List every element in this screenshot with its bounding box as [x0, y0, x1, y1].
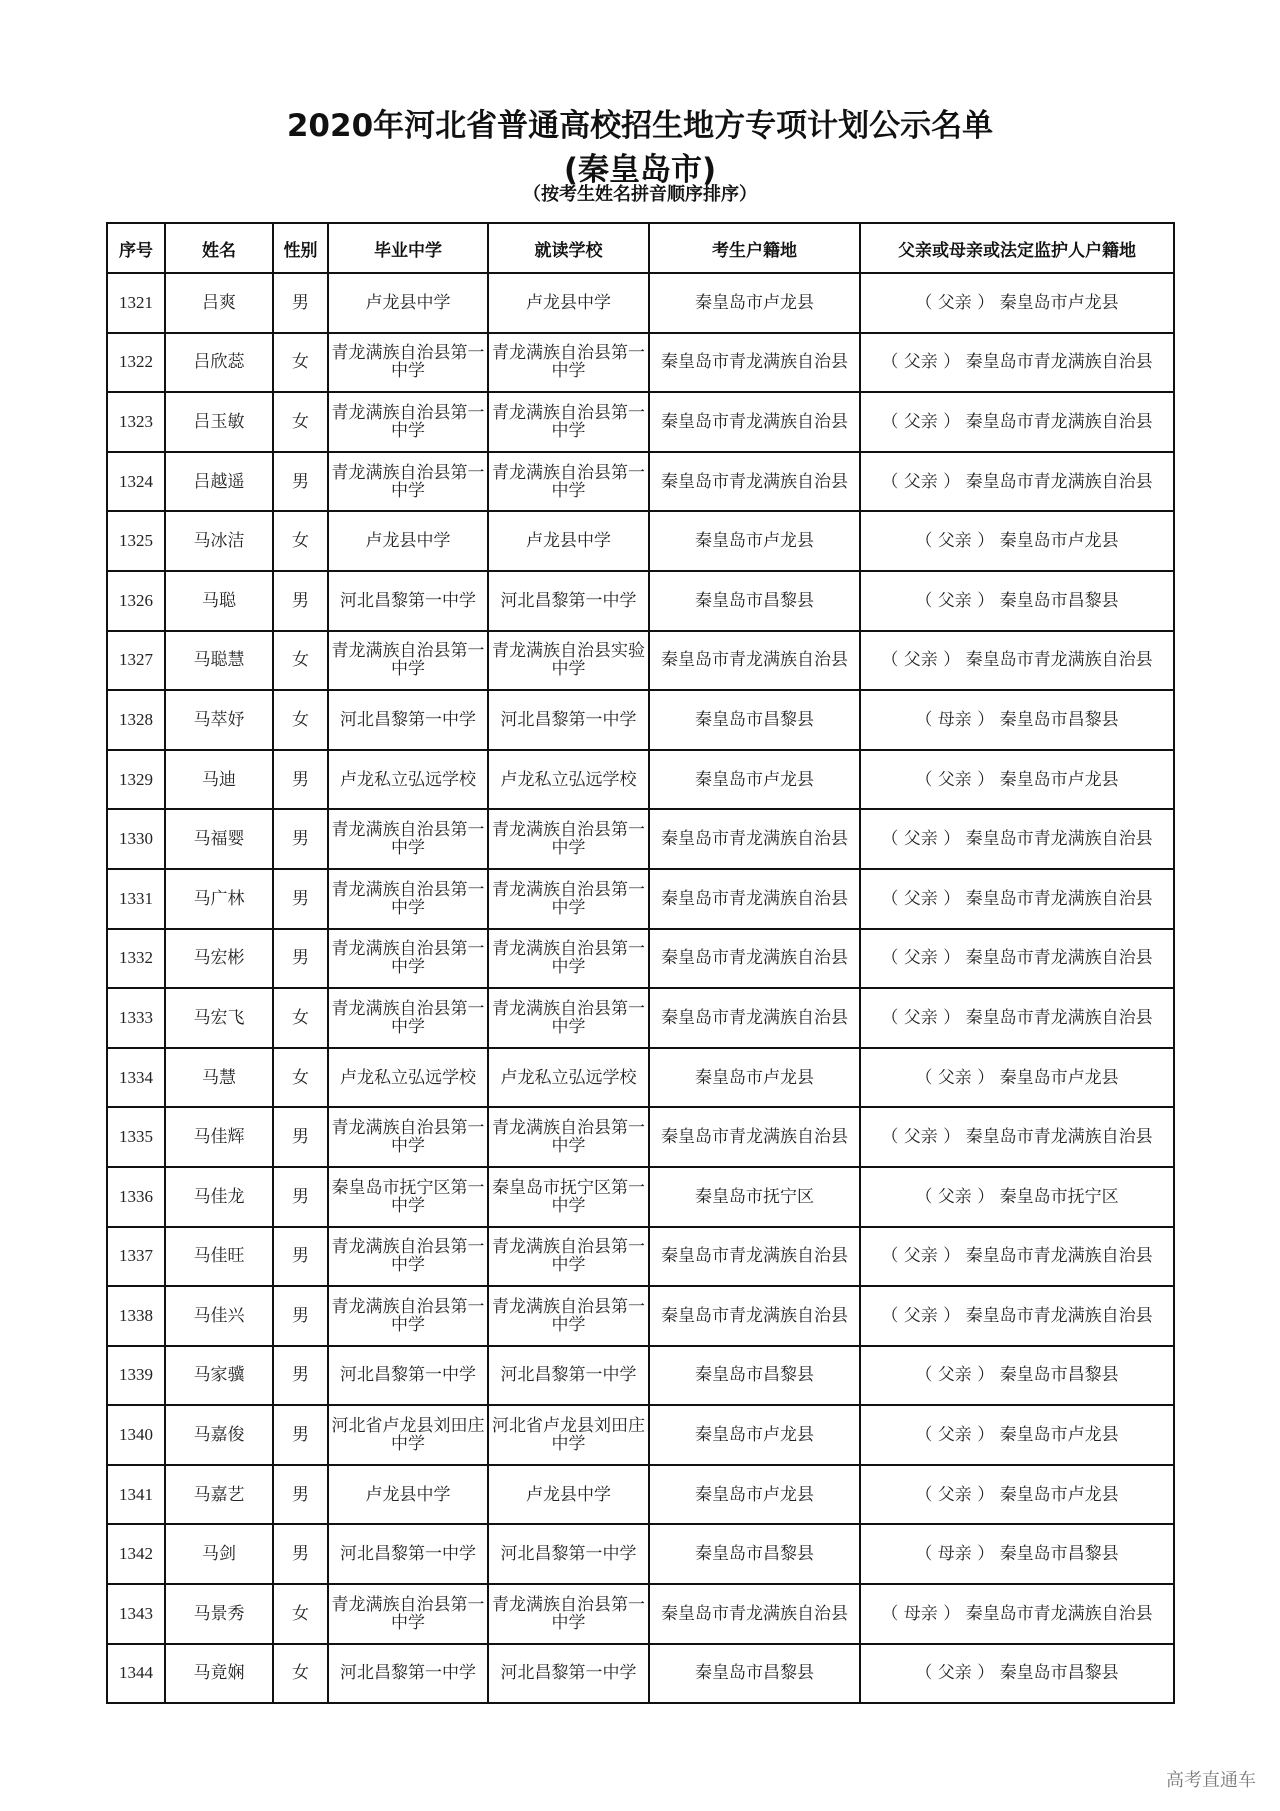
cell-grad-school: 秦皇岛市抚宁区第一中学	[328, 1167, 488, 1227]
cell-gender: 女	[273, 690, 328, 750]
cell-name: 马冰洁	[165, 511, 273, 571]
table-row	[107, 392, 1174, 452]
watermark: 高考直通车	[1166, 1770, 1256, 1791]
cell-residence: 秦皇岛市昌黎县	[649, 1524, 860, 1584]
cell-guardian-residence: （ 父亲 ） 秦皇岛市青龙满族自治县	[860, 988, 1174, 1048]
cell-current-school: 河北昌黎第一中学	[488, 690, 649, 750]
cell-grad-school: 青龙满族自治县第一中学	[328, 1286, 488, 1346]
cell-index: 1340	[107, 1405, 165, 1465]
cell-name: 马佳辉	[165, 1107, 273, 1167]
cell-index: 1342	[107, 1524, 165, 1584]
cell-name: 马剑	[165, 1524, 273, 1584]
cell-residence: 秦皇岛市青龙满族自治县	[649, 333, 860, 393]
table-row	[107, 1107, 1174, 1167]
cell-residence: 秦皇岛市昌黎县	[649, 571, 860, 631]
cell-name: 马嘉艺	[165, 1465, 273, 1525]
cell-gender: 男	[273, 571, 328, 631]
table-row	[107, 809, 1174, 869]
table-row	[107, 511, 1174, 571]
cell-current-school: 青龙满族自治县第一中学	[488, 1107, 649, 1167]
cell-name: 马慧	[165, 1048, 273, 1108]
table-row	[107, 273, 1174, 333]
cell-current-school: 青龙满族自治县第一中学	[488, 1227, 649, 1287]
table-row	[107, 571, 1174, 631]
cell-residence: 秦皇岛市青龙满族自治县	[649, 988, 860, 1048]
cell-index: 1338	[107, 1286, 165, 1346]
cell-guardian-residence: （ 父亲 ） 秦皇岛市卢龙县	[860, 511, 1174, 571]
cell-residence: 秦皇岛市卢龙县	[649, 511, 860, 571]
cell-residence: 秦皇岛市青龙满族自治县	[649, 452, 860, 512]
table-row	[107, 452, 1174, 512]
cell-name: 马景秀	[165, 1584, 273, 1644]
header-index: 序号	[107, 223, 165, 273]
table-row	[107, 1524, 1174, 1584]
cell-gender: 女	[273, 631, 328, 691]
header-guardian-residence: 父亲或母亲或法定监护人户籍地	[860, 223, 1174, 273]
cell-residence: 秦皇岛市卢龙县	[649, 750, 860, 810]
cell-gender: 男	[273, 1286, 328, 1346]
cell-grad-school: 青龙满族自治县第一中学	[328, 1584, 488, 1644]
cell-grad-school: 青龙满族自治县第一中学	[328, 1227, 488, 1287]
cell-grad-school: 河北昌黎第一中学	[328, 1644, 488, 1704]
cell-residence: 秦皇岛市昌黎县	[649, 690, 860, 750]
cell-index: 1325	[107, 511, 165, 571]
cell-index: 1339	[107, 1346, 165, 1406]
table-row	[107, 333, 1174, 393]
cell-gender: 女	[273, 1644, 328, 1704]
cell-grad-school: 青龙满族自治县第一中学	[328, 988, 488, 1048]
cell-gender: 女	[273, 392, 328, 452]
cell-index: 1326	[107, 571, 165, 631]
table-row	[107, 631, 1174, 691]
cell-guardian-residence: （ 父亲 ） 秦皇岛市青龙满族自治县	[860, 929, 1174, 989]
cell-grad-school: 青龙满族自治县第一中学	[328, 929, 488, 989]
cell-guardian-residence: （ 父亲 ） 秦皇岛市青龙满族自治县	[860, 452, 1174, 512]
cell-name: 吕欣蕊	[165, 333, 273, 393]
header-grad-school: 毕业中学	[328, 223, 488, 273]
cell-name: 马聪	[165, 571, 273, 631]
cell-gender: 男	[273, 869, 328, 929]
cell-guardian-residence: （ 母亲 ） 秦皇岛市昌黎县	[860, 1524, 1174, 1584]
cell-name: 马迪	[165, 750, 273, 810]
cell-guardian-residence: （ 父亲 ） 秦皇岛市卢龙县	[860, 1405, 1174, 1465]
table-row	[107, 1048, 1174, 1108]
cell-residence: 秦皇岛市青龙满族自治县	[649, 1286, 860, 1346]
cell-gender: 男	[273, 1167, 328, 1227]
cell-gender: 男	[273, 1465, 328, 1525]
cell-residence: 秦皇岛市青龙满族自治县	[649, 809, 860, 869]
table-row	[107, 869, 1174, 929]
cell-guardian-residence: （ 父亲 ） 秦皇岛市青龙满族自治县	[860, 1286, 1174, 1346]
cell-residence: 秦皇岛市青龙满族自治县	[649, 1227, 860, 1287]
cell-name: 吕玉敏	[165, 392, 273, 452]
cell-index: 1327	[107, 631, 165, 691]
cell-index: 1324	[107, 452, 165, 512]
cell-grad-school: 青龙满族自治县第一中学	[328, 631, 488, 691]
table-row	[107, 690, 1174, 750]
cell-name: 马宏彬	[165, 929, 273, 989]
roster-table	[106, 222, 1175, 1704]
cell-grad-school: 青龙满族自治县第一中学	[328, 392, 488, 452]
cell-index: 1333	[107, 988, 165, 1048]
cell-current-school: 青龙满族自治县第一中学	[488, 929, 649, 989]
cell-grad-school: 青龙满族自治县第一中学	[328, 452, 488, 512]
cell-index: 1330	[107, 809, 165, 869]
cell-name: 马竟娴	[165, 1644, 273, 1704]
table-row	[107, 1167, 1174, 1227]
cell-current-school: 青龙满族自治县第一中学	[488, 333, 649, 393]
cell-grad-school: 卢龙私立弘远学校	[328, 1048, 488, 1108]
cell-index: 1336	[107, 1167, 165, 1227]
cell-index: 1321	[107, 273, 165, 333]
cell-index: 1343	[107, 1584, 165, 1644]
cell-current-school: 卢龙县中学	[488, 511, 649, 571]
header-name: 姓名	[165, 223, 273, 273]
cell-residence: 秦皇岛市卢龙县	[649, 273, 860, 333]
table-row	[107, 750, 1174, 810]
table-row	[107, 1346, 1174, 1406]
cell-current-school: 青龙满族自治县第一中学	[488, 1286, 649, 1346]
cell-index: 1322	[107, 333, 165, 393]
cell-residence: 秦皇岛市卢龙县	[649, 1405, 860, 1465]
table-body	[107, 273, 1174, 1703]
cell-residence: 秦皇岛市昌黎县	[649, 1644, 860, 1704]
cell-gender: 女	[273, 1584, 328, 1644]
cell-grad-school: 卢龙县中学	[328, 511, 488, 571]
cell-guardian-residence: （ 父亲 ） 秦皇岛市青龙满族自治县	[860, 869, 1174, 929]
header-residence: 考生户籍地	[649, 223, 860, 273]
cell-guardian-residence: （ 父亲 ） 秦皇岛市昌黎县	[860, 1346, 1174, 1406]
cell-grad-school: 卢龙县中学	[328, 1465, 488, 1525]
cell-index: 1341	[107, 1465, 165, 1525]
cell-grad-school: 河北昌黎第一中学	[328, 690, 488, 750]
cell-guardian-residence: （ 父亲 ） 秦皇岛市昌黎县	[860, 571, 1174, 631]
cell-residence: 秦皇岛市青龙满族自治县	[649, 1107, 860, 1167]
table-row	[107, 1405, 1174, 1465]
cell-index: 1323	[107, 392, 165, 452]
cell-guardian-residence: （ 父亲 ） 秦皇岛市青龙满族自治县	[860, 333, 1174, 393]
cell-gender: 女	[273, 1048, 328, 1108]
document-subtitle: (秦皇岛市)	[563, 152, 717, 188]
header-current-school: 就读学校	[488, 223, 649, 273]
cell-current-school: 秦皇岛市抚宁区第一中学	[488, 1167, 649, 1227]
cell-guardian-residence: （ 父亲 ） 秦皇岛市卢龙县	[860, 273, 1174, 333]
cell-grad-school: 河北昌黎第一中学	[328, 1524, 488, 1584]
cell-gender: 女	[273, 333, 328, 393]
cell-guardian-residence: （ 父亲 ） 秦皇岛市青龙满族自治县	[860, 392, 1174, 452]
cell-name: 马聪慧	[165, 631, 273, 691]
cell-guardian-residence: （ 父亲 ） 秦皇岛市昌黎县	[860, 1644, 1174, 1704]
cell-guardian-residence: （ 父亲 ） 秦皇岛市青龙满族自治县	[860, 631, 1174, 691]
cell-name: 吕爽	[165, 273, 273, 333]
cell-index: 1344	[107, 1644, 165, 1704]
cell-grad-school: 河北昌黎第一中学	[328, 1346, 488, 1406]
cell-residence: 秦皇岛市昌黎县	[649, 1346, 860, 1406]
cell-grad-school: 卢龙县中学	[328, 273, 488, 333]
cell-residence: 秦皇岛市青龙满族自治县	[649, 869, 860, 929]
cell-residence: 秦皇岛市青龙满族自治县	[649, 929, 860, 989]
cell-index: 1337	[107, 1227, 165, 1287]
header-gender: 性别	[273, 223, 328, 273]
cell-current-school: 青龙满族自治县第一中学	[488, 1584, 649, 1644]
table-row	[107, 929, 1174, 989]
cell-residence: 秦皇岛市卢龙县	[649, 1048, 860, 1108]
table-row	[107, 988, 1174, 1048]
cell-guardian-residence: （ 父亲 ） 秦皇岛市青龙满族自治县	[860, 809, 1174, 869]
table-header-row	[107, 223, 1174, 273]
cell-current-school: 青龙满族自治县第一中学	[488, 988, 649, 1048]
cell-name: 马嘉俊	[165, 1405, 273, 1465]
cell-current-school: 卢龙县中学	[488, 1465, 649, 1525]
cell-current-school: 河北昌黎第一中学	[488, 571, 649, 631]
cell-current-school: 青龙满族自治县实验中学	[488, 631, 649, 691]
table-row	[107, 1644, 1174, 1704]
cell-guardian-residence: （ 父亲 ） 秦皇岛市抚宁区	[860, 1167, 1174, 1227]
cell-current-school: 卢龙县中学	[488, 273, 649, 333]
cell-name: 马佳旺	[165, 1227, 273, 1287]
cell-residence: 秦皇岛市青龙满族自治县	[649, 392, 860, 452]
cell-name: 马家骥	[165, 1346, 273, 1406]
cell-gender: 男	[273, 809, 328, 869]
cell-grad-school: 青龙满族自治县第一中学	[328, 809, 488, 869]
cell-index: 1334	[107, 1048, 165, 1108]
cell-current-school: 河北昌黎第一中学	[488, 1346, 649, 1406]
cell-grad-school: 河北昌黎第一中学	[328, 571, 488, 631]
cell-gender: 女	[273, 988, 328, 1048]
table-row	[107, 1227, 1174, 1287]
cell-current-school: 青龙满族自治县第一中学	[488, 452, 649, 512]
cell-gender: 男	[273, 452, 328, 512]
cell-gender: 女	[273, 511, 328, 571]
cell-gender: 男	[273, 1346, 328, 1406]
table-row	[107, 1465, 1174, 1525]
cell-guardian-residence: （ 父亲 ） 秦皇岛市青龙满族自治县	[860, 1227, 1174, 1287]
cell-residence: 秦皇岛市抚宁区	[649, 1167, 860, 1227]
table-row	[107, 1286, 1174, 1346]
document-title: 2020年河北省普通高校招生地方专项计划公示名单	[286, 108, 994, 144]
cell-guardian-residence: （ 父亲 ） 秦皇岛市卢龙县	[860, 750, 1174, 810]
cell-current-school: 卢龙私立弘远学校	[488, 750, 649, 810]
cell-name: 马福婴	[165, 809, 273, 869]
cell-current-school: 河北省卢龙县刘田庄中学	[488, 1405, 649, 1465]
cell-guardian-residence: （ 父亲 ） 秦皇岛市卢龙县	[860, 1465, 1174, 1525]
cell-grad-school: 卢龙私立弘远学校	[328, 750, 488, 810]
cell-gender: 男	[273, 1227, 328, 1287]
cell-grad-school: 青龙满族自治县第一中学	[328, 1107, 488, 1167]
cell-index: 1332	[107, 929, 165, 989]
cell-guardian-residence: （ 父亲 ） 秦皇岛市卢龙县	[860, 1048, 1174, 1108]
cell-residence: 秦皇岛市青龙满族自治县	[649, 631, 860, 691]
cell-gender: 男	[273, 1524, 328, 1584]
cell-gender: 男	[273, 1405, 328, 1465]
cell-index: 1331	[107, 869, 165, 929]
cell-gender: 男	[273, 1107, 328, 1167]
cell-current-school: 青龙满族自治县第一中学	[488, 869, 649, 929]
cell-grad-school: 河北省卢龙县刘田庄中学	[328, 1405, 488, 1465]
cell-gender: 男	[273, 750, 328, 810]
cell-current-school: 河北昌黎第一中学	[488, 1524, 649, 1584]
cell-name: 马宏飞	[165, 988, 273, 1048]
table-row	[107, 1584, 1174, 1644]
cell-index: 1328	[107, 690, 165, 750]
cell-grad-school: 青龙满族自治县第一中学	[328, 333, 488, 393]
sort-note: （按考生姓名拼音顺序排序）	[523, 184, 757, 205]
cell-residence: 秦皇岛市青龙满族自治县	[649, 1584, 860, 1644]
cell-residence: 秦皇岛市卢龙县	[649, 1465, 860, 1525]
cell-guardian-residence: （ 母亲 ） 秦皇岛市昌黎县	[860, 690, 1174, 750]
cell-guardian-residence: （ 母亲 ） 秦皇岛市青龙满族自治县	[860, 1584, 1174, 1644]
cell-gender: 男	[273, 273, 328, 333]
cell-name: 吕越遥	[165, 452, 273, 512]
cell-grad-school: 青龙满族自治县第一中学	[328, 869, 488, 929]
cell-name: 马广林	[165, 869, 273, 929]
cell-current-school: 青龙满族自治县第一中学	[488, 809, 649, 869]
cell-name: 马佳兴	[165, 1286, 273, 1346]
cell-current-school: 卢龙私立弘远学校	[488, 1048, 649, 1108]
cell-index: 1335	[107, 1107, 165, 1167]
cell-current-school: 河北昌黎第一中学	[488, 1644, 649, 1704]
cell-current-school: 青龙满族自治县第一中学	[488, 392, 649, 452]
cell-guardian-residence: （ 父亲 ） 秦皇岛市青龙满族自治县	[860, 1107, 1174, 1167]
cell-index: 1329	[107, 750, 165, 810]
cell-name: 马佳龙	[165, 1167, 273, 1227]
cell-gender: 男	[273, 929, 328, 989]
cell-name: 马萃妤	[165, 690, 273, 750]
